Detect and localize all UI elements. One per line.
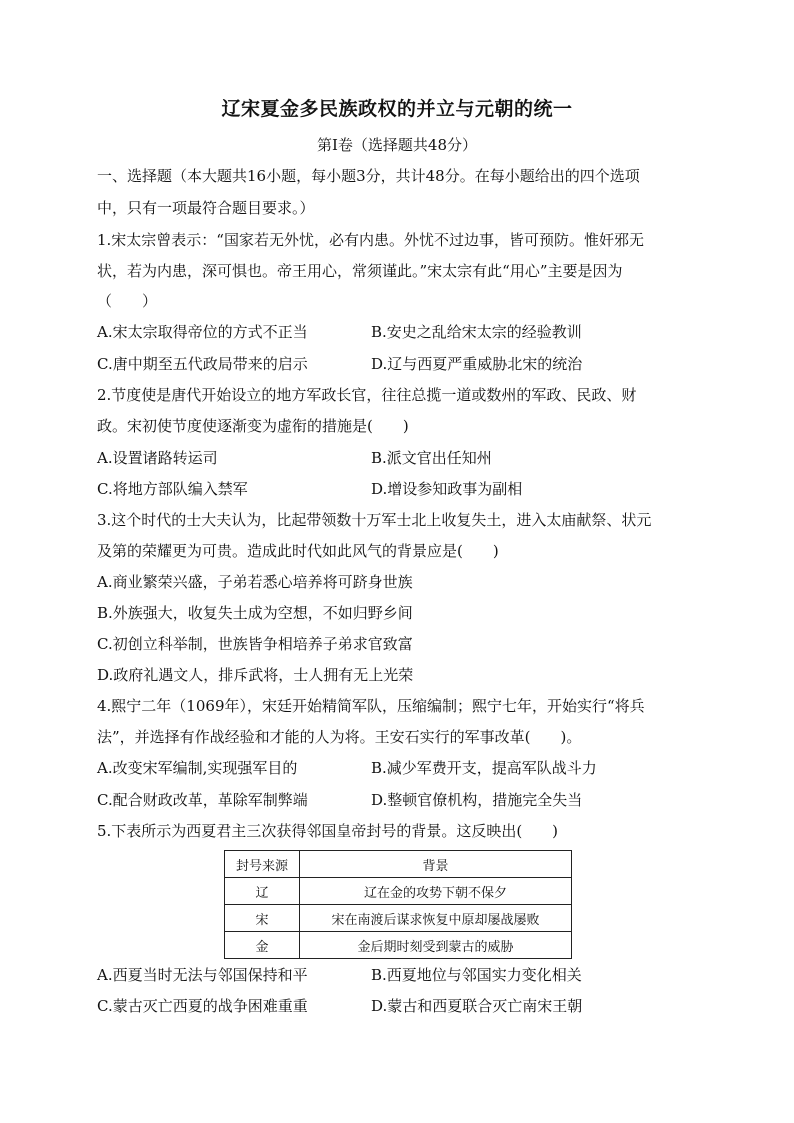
q4-option-d: D.整顿官僚机构，措施完全失当 bbox=[371, 791, 583, 809]
q4-stem-line-2: 法”，并选择有作战经验和才能的人为将。王安石实行的军事改革( )。 bbox=[97, 728, 582, 746]
q5-option-d: D.蒙古和西夏联合灭亡南宋王朝 bbox=[371, 997, 583, 1015]
q4-option-a: A.改变宋军编制,实现强军目的 bbox=[97, 759, 298, 777]
q1-stem-line-1: 1.宋太宗曾表示：“国家若无外忧，必有内患。外忧不过边事，皆可预防。惟奸邪无 bbox=[97, 231, 644, 249]
table-cell-source: 金 bbox=[225, 932, 300, 959]
table-cell-background: 金后期时刻受到蒙古的威胁 bbox=[300, 932, 572, 959]
page-subtitle: 第Ⅰ卷（选择题共48分） bbox=[316, 136, 477, 154]
q3-option-d: D.政府礼遇文人，排斥武将，士人拥有无上光荣 bbox=[97, 666, 414, 684]
q3-stem-line-1: 3.这个时代的士大夫认为，比起带领数十万军士北上收复失土，进入太庙献祭、状元 bbox=[97, 511, 652, 529]
q2-option-b: B.派文官出任知州 bbox=[371, 449, 492, 467]
q3-option-a: A.商业繁荣兴盛，子弟若悉心培养将可跻身世族 bbox=[97, 573, 413, 591]
table-cell-background: 宋在南渡后谋求恢复中原却屡战屡败 bbox=[300, 905, 572, 932]
q1-option-a: A.宋太宗取得帝位的方式不正当 bbox=[97, 323, 308, 341]
q1-stem-line-3: （ ） bbox=[97, 292, 158, 310]
q4-option-c: C.配合财政改革，革除军制弊端 bbox=[97, 791, 308, 809]
q2-stem-line-2: 政。宋初使节度使逐渐变为虚衔的措施是( ) bbox=[97, 417, 409, 435]
q1-option-c: C.唐中期至五代政局带来的启示 bbox=[97, 355, 308, 373]
q4-stem-line-1: 4.熙宁二年（1069年），宋廷开始精简军队，压缩编制；熙宁七年，开始实行“将兵 bbox=[97, 697, 645, 715]
page-title: 辽宋夏金多民族政权的并立与元朝的统一 bbox=[221, 98, 573, 120]
q2-option-a: A.设置诸路转运司 bbox=[97, 449, 218, 467]
q5-option-c: C.蒙古灭亡西夏的战争困难重重 bbox=[97, 997, 308, 1015]
table-row bbox=[225, 905, 572, 932]
q5-table bbox=[224, 850, 572, 959]
table-row bbox=[225, 932, 572, 959]
section-instructions-line-1: 一、选择题（本大题共16小题，每小题3分，共计48分。在每小题给出的四个选项 bbox=[97, 167, 640, 185]
table-header-background: 背景 bbox=[300, 851, 572, 878]
table-header-source: 封号来源 bbox=[225, 851, 300, 878]
q3-stem-line-2: 及第的荣耀更为可贵。造成此时代如此风气的背景应是( ) bbox=[97, 542, 499, 560]
q3-option-c: C.初创立科举制，世族皆争相培养子弟求官致富 bbox=[97, 635, 413, 653]
section-instructions-line-2: 中，只有一项最符合题目要求。） bbox=[97, 199, 315, 217]
table-row bbox=[225, 878, 572, 905]
table-cell-background: 辽在金的攻势下朝不保夕 bbox=[300, 878, 572, 905]
q3-option-b: B.外族强大，收复失土成为空想，不如归野乡间 bbox=[97, 604, 413, 622]
q1-stem-line-2: 状，若为内患，深可惧也。帝王用心，常须谨此。”宋太宗有此“用心”主要是因为 bbox=[97, 262, 623, 280]
q2-stem-line-1: 2.节度使是唐代开始设立的地方军政长官，往往总揽一道或数州的军政、民政、财 bbox=[97, 386, 637, 404]
table-cell-source: 辽 bbox=[225, 878, 300, 905]
q1-option-d: D.辽与西夏严重威胁北宋的统治 bbox=[371, 355, 583, 373]
q5-option-b: B.西夏地位与邻国实力变化相关 bbox=[371, 966, 582, 984]
q2-option-d: D.增设参知政事为副相 bbox=[371, 480, 523, 498]
q5-stem-line-1: 5.下表所示为西夏君主三次获得邻国皇帝封号的背景。这反映出( ) bbox=[97, 822, 559, 840]
table-cell-source: 宋 bbox=[225, 905, 300, 932]
q4-option-b: B.减少军费开支，提高军队战斗力 bbox=[371, 759, 597, 777]
q2-option-c: C.将地方部队编入禁军 bbox=[97, 480, 248, 498]
q5-option-a: A.西夏当时无法与邻国保持和平 bbox=[97, 966, 308, 984]
table-header-row bbox=[225, 851, 572, 878]
q1-option-b: B.安史之乱给宋太宗的经验教训 bbox=[371, 323, 582, 341]
